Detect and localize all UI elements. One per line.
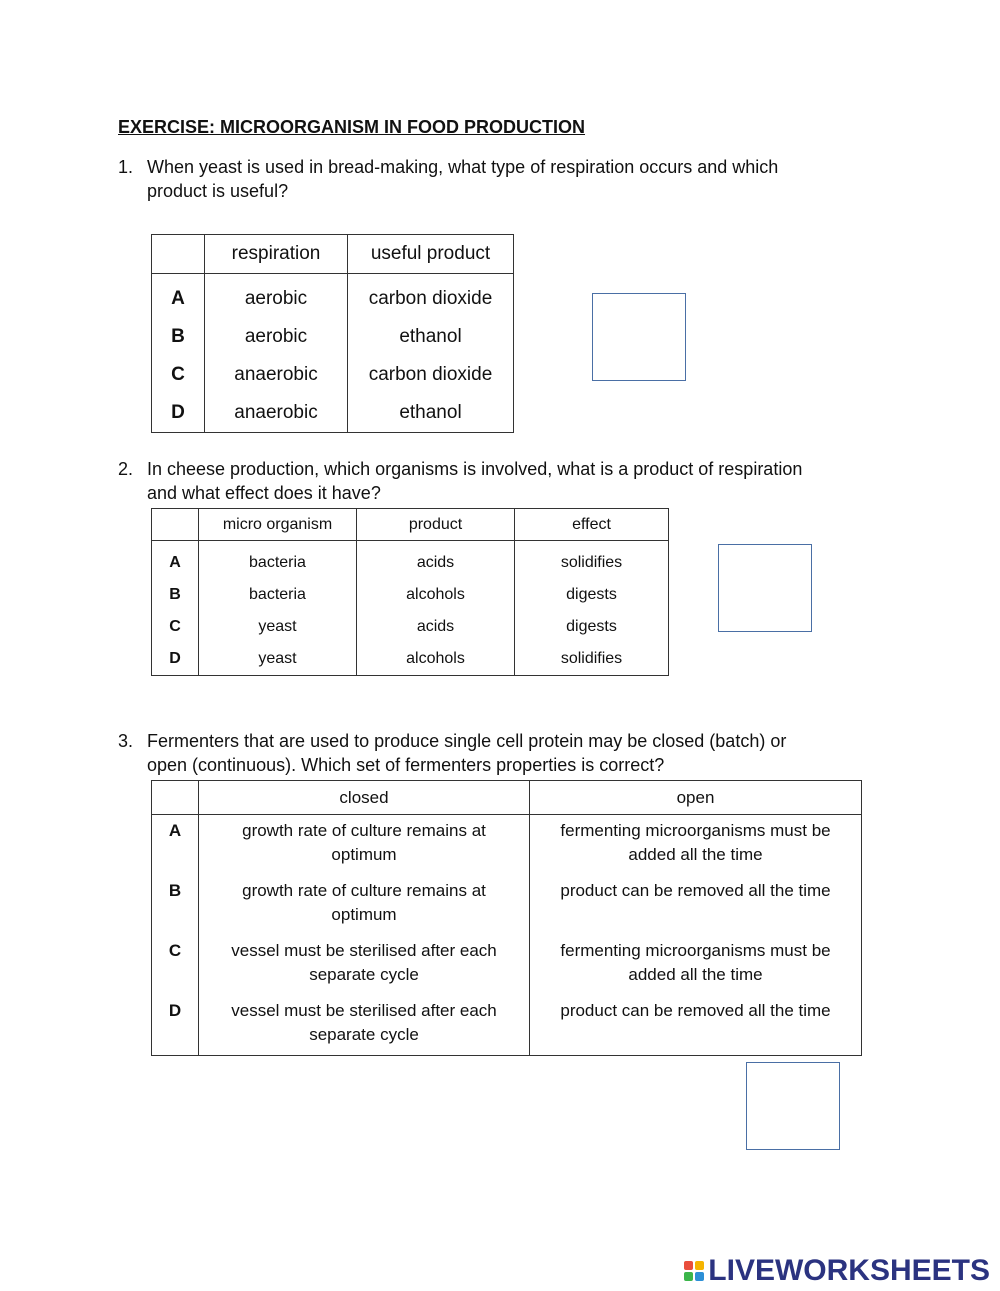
cell-line: separate cycle	[309, 1025, 419, 1044]
header-cell: closed	[199, 781, 530, 815]
option-letter: B	[152, 875, 199, 935]
cell-line: product can be removed all the time	[560, 1001, 831, 1020]
table-cell: solidifies	[560, 554, 623, 571]
table-cell: bacteria	[199, 541, 357, 580]
table-row	[152, 611, 669, 643]
question-3-text-line2: open (continuous). Which set of fermenters properties is correct?	[147, 755, 665, 775]
table-row	[152, 815, 862, 876]
header-cell: useful product	[348, 235, 514, 274]
cell-line: product can be removed all the time	[560, 881, 831, 900]
option-letter: D	[152, 394, 205, 433]
option-letter: D	[152, 643, 199, 676]
table-cell: aerobic	[205, 274, 348, 319]
table-cell	[530, 875, 862, 935]
liveworksheets-logo	[684, 1254, 990, 1288]
option-letter: A	[152, 274, 205, 319]
option-letter: C	[152, 611, 199, 643]
table-cell	[199, 815, 530, 876]
table-header-row	[152, 235, 514, 274]
table-cell	[530, 935, 862, 995]
question-3	[118, 729, 898, 779]
answer-box-question-2[interactable]	[718, 544, 812, 632]
table-cell: anaerobic	[205, 394, 348, 433]
option-letter: C	[152, 935, 199, 995]
question-1-text-line2: product is useful?	[147, 181, 289, 201]
option-letter: C	[152, 356, 205, 394]
cell-line: optimum	[331, 845, 397, 864]
header-cell	[152, 781, 199, 815]
cell-line: added all the time	[628, 965, 763, 984]
question-3-table	[151, 780, 862, 1056]
header-cell: micro organism	[199, 509, 357, 541]
table-cell: digests	[566, 618, 617, 635]
table-cell: digests	[566, 586, 617, 603]
cell-line: vessel must be sterilised after each	[231, 1001, 497, 1020]
answer-box-question-1[interactable]	[592, 293, 686, 381]
logo-text: LIVEWORKSHEETS	[708, 1254, 990, 1287]
table-row	[152, 875, 862, 935]
cell-line: growth rate of culture remains at	[242, 821, 486, 840]
option-letter: A	[152, 541, 199, 580]
question-2-table	[151, 508, 669, 676]
table-cell: solidifies	[560, 650, 623, 667]
logo-mark-square	[684, 1272, 693, 1281]
question-2-number: 2.	[118, 459, 134, 479]
cell-line: fermenting microorganisms must be	[560, 941, 831, 960]
table-row	[152, 541, 669, 580]
question-1	[118, 155, 878, 205]
table-cell: carbon dioxide	[368, 288, 493, 309]
option-letter: D	[152, 995, 199, 1056]
table-cell	[199, 875, 530, 935]
header-cell: respiration	[205, 235, 348, 274]
option-letter: B	[152, 318, 205, 356]
question-2	[118, 457, 908, 507]
question-1-number: 1.	[118, 157, 134, 177]
table-header-row	[152, 509, 669, 541]
table-cell: carbon dioxide	[368, 364, 493, 385]
table-cell: alcohols	[357, 579, 515, 611]
question-3-text-line1: Fermenters that are used to produce single cell protein may be closed (batch) or	[147, 731, 787, 751]
table-header-row	[152, 781, 862, 815]
table-row	[152, 394, 514, 433]
table-row	[152, 318, 514, 356]
header-cell: effect	[515, 509, 669, 541]
question-1-table	[151, 234, 514, 433]
table-cell	[199, 935, 530, 995]
table-cell: ethanol	[399, 402, 462, 423]
header-cell: product	[357, 509, 515, 541]
table-row	[152, 356, 514, 394]
table-cell: aerobic	[205, 318, 348, 356]
cell-line: optimum	[331, 905, 397, 924]
option-letter: B	[152, 579, 199, 611]
cell-line: added all the time	[628, 845, 763, 864]
table-row	[152, 579, 669, 611]
table-cell: bacteria	[199, 579, 357, 611]
logo-mark-icon	[684, 1261, 704, 1281]
cell-line: growth rate of culture remains at	[242, 881, 486, 900]
cell-line: vessel must be sterilised after each	[231, 941, 497, 960]
cell-line: separate cycle	[309, 965, 419, 984]
cell-line: fermenting microorganisms must be	[560, 821, 831, 840]
table-cell: yeast	[199, 611, 357, 643]
table-cell	[530, 995, 862, 1056]
question-3-number: 3.	[118, 731, 134, 751]
question-1-text-line1: When yeast is used in bread-making, what type of respiration occurs and which	[147, 157, 779, 177]
logo-mark-square	[684, 1261, 693, 1270]
table-cell: ethanol	[399, 326, 462, 347]
table-cell	[199, 995, 530, 1056]
table-cell: yeast	[199, 643, 357, 676]
logo-mark-square	[695, 1261, 704, 1270]
page-title: EXERCISE: MICROORGANISM IN FOOD PRODUCTION	[118, 117, 586, 137]
table-row	[152, 274, 514, 319]
answer-box-question-3[interactable]	[746, 1062, 840, 1150]
table-row	[152, 995, 862, 1056]
header-cell	[152, 509, 199, 541]
table-cell: alcohols	[357, 643, 515, 676]
table-row	[152, 643, 669, 676]
logo-mark-square	[695, 1272, 704, 1281]
table-cell: anaerobic	[205, 356, 348, 394]
table-cell	[530, 815, 862, 876]
table-cell: acids	[357, 611, 515, 643]
header-cell	[152, 235, 205, 274]
question-2-text-line1: In cheese production, which organisms is involved, what is a product of respiration	[147, 459, 803, 479]
header-cell: open	[530, 781, 862, 815]
table-row	[152, 935, 862, 995]
option-letter: A	[152, 815, 199, 876]
question-2-text-line2: and what effect does it have?	[147, 483, 381, 503]
table-cell: acids	[357, 541, 515, 580]
